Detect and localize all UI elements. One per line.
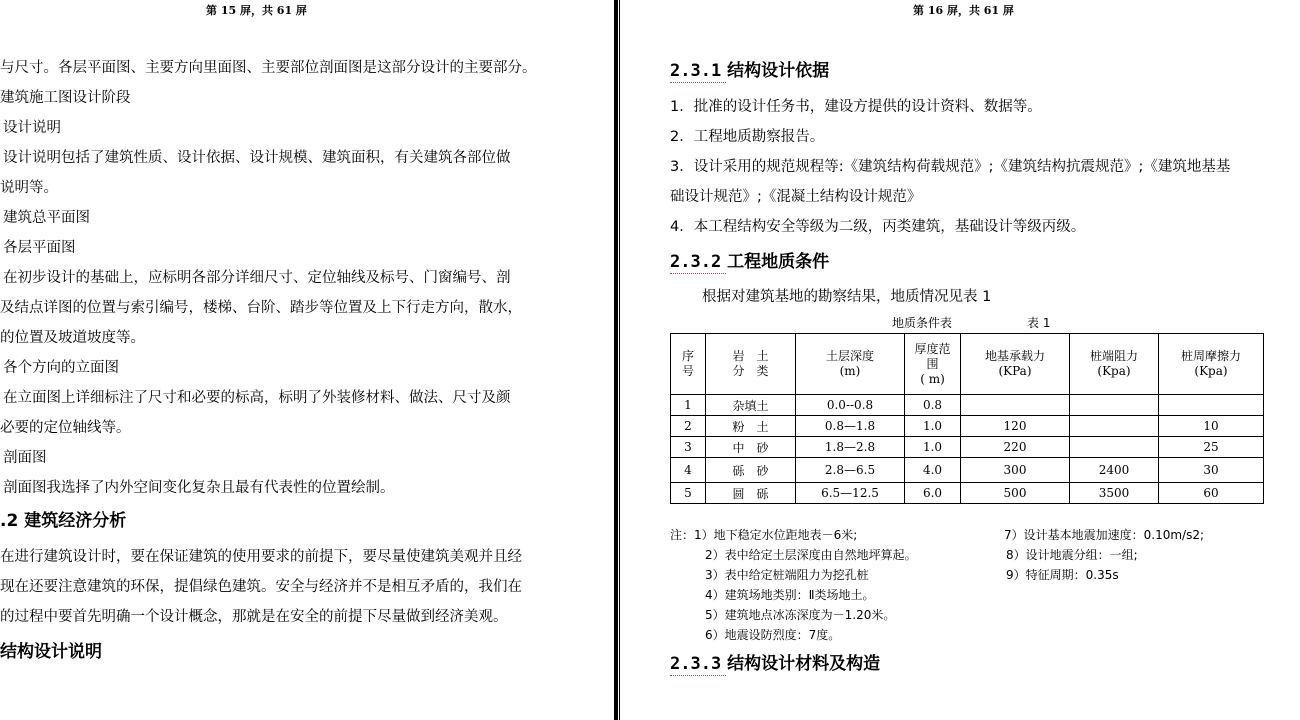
table-header-row — [671, 334, 1264, 395]
note-item: 7）设计基本地震加速度：0.10m/s2; — [1004, 528, 1205, 542]
section-heading-2-3-2 — [670, 251, 829, 273]
section-heading: .2 建筑经济分析 — [0, 511, 127, 531]
dotted-underline — [670, 82, 726, 83]
table-cell: 圆 砾 — [706, 483, 796, 504]
text-line: 根据对建筑基地的勘察结果，地质情况见表 1 — [702, 289, 992, 305]
section-heading: 结构设计说明 — [0, 642, 102, 662]
table-cell: 杂填土 — [706, 395, 796, 416]
table-cell: 4.0 — [905, 458, 961, 483]
table-cell: 60 — [1159, 483, 1264, 504]
note-item: 5）建筑地点冰冻深度为－1.20米。 — [705, 608, 896, 622]
note-item: 注：1）地下稳定水位距地表－6米; — [670, 528, 858, 542]
text-line: 剖面图 — [3, 450, 47, 466]
page-divider-thin — [619, 0, 620, 720]
table-cell: 1.8—2.8 — [796, 437, 905, 458]
text-line: 建筑施工图设计阶段 — [0, 90, 131, 106]
table-cell — [1070, 395, 1159, 416]
text-line: 现在还要注意建筑的环保，提倡绿色建筑。安全与经济并不是相互矛盾的，我们在 — [0, 579, 522, 595]
text-line: 础设计规范》;《混凝土结构设计规范》 — [670, 189, 922, 205]
section-heading-2-3-1 — [670, 60, 829, 82]
table-cell: 6.0 — [905, 483, 961, 504]
table-cell — [1159, 395, 1264, 416]
section-number: 2.3.2 — [670, 252, 722, 272]
text-line: 设计说明 — [3, 120, 61, 136]
header-cell-bearing: 地基承载力 (KPa) — [961, 334, 1070, 395]
table-cell — [1070, 437, 1159, 458]
table-cell — [1070, 416, 1159, 437]
geology-table — [670, 333, 1264, 504]
table-cell: 0.8—1.8 — [796, 416, 905, 437]
dotted-underline — [670, 273, 726, 274]
table-cell: 10 — [1159, 416, 1264, 437]
text-line: 4．本工程结构安全等级为二级，丙类建筑，基础设计等级丙级。 — [670, 219, 1086, 235]
note-item: 4）建筑场地类别：Ⅱ类场地土。 — [705, 588, 875, 602]
text-line: 在立面图上详细标注了尺寸和必要的标高，标明了外装修材料、做法、尺寸及颜 — [3, 390, 511, 406]
table-cell: 220 — [961, 437, 1070, 458]
note-item: 3）表中给定桩端阻力为挖孔桩 — [705, 568, 869, 582]
table-cell: 1.0 — [905, 416, 961, 437]
text-line: 各个方向的立面图 — [3, 360, 119, 376]
table-cell: 2 — [671, 416, 706, 437]
table-cell: 3500 — [1070, 483, 1159, 504]
right-page — [621, 0, 1300, 720]
note-item: 8）设计地震分组：一组; — [1006, 548, 1138, 562]
table-cell: 砾 砂 — [706, 458, 796, 483]
table-cell: 120 — [961, 416, 1070, 437]
header-cell-thickness: 厚度范 围 ( m) — [905, 334, 961, 395]
header-cell-depth: 土层深度 (m) — [796, 334, 905, 395]
table-cell: 25 — [1159, 437, 1264, 458]
left-page — [0, 0, 614, 720]
text-line: 剖面图我选择了内外空间变化复杂且最有代表性的位置绘制。 — [3, 480, 395, 496]
table-cell: 30 — [1159, 458, 1264, 483]
table-cell — [961, 395, 1070, 416]
table-cell: 0.0--0.8 — [796, 395, 905, 416]
text-line: 说明等。 — [0, 180, 58, 196]
section-heading-2-3-3 — [670, 653, 880, 675]
section-title: 结构设计依据 — [727, 61, 830, 81]
text-line: 的位置及坡道坡度等。 — [0, 330, 145, 346]
table-cell: 4 — [671, 458, 706, 483]
text-line: 3．设计采用的规范规程等:《建筑结构荷载规范》;《建筑结构抗震规范》;《建筑地基基 — [670, 159, 1231, 175]
text-line: 的过程中要首先明确一个设计概念，那就是在安全的前提下尽量做到经济美观。 — [0, 609, 508, 625]
page-header-right: 第 16 屏，共 61 屏 — [913, 4, 1014, 17]
text-line: 2．工程地质勘察报告。 — [670, 129, 825, 145]
text-line: 各层平面图 — [3, 240, 76, 256]
text-line: 在进行建筑设计时，要在保证建筑的使用要求的前提下，要尽量使建筑美观并且经 — [0, 549, 522, 565]
text-line: 与尺寸。各层平面图、主要方向里面图、主要部位剖面图是这部分设计的主要部分。 — [0, 60, 537, 76]
table-cell: 2400 — [1070, 458, 1159, 483]
header-cell-index: 序 号 — [671, 334, 706, 395]
text-line: 1．批准的设计任务书，建设方提供的设计资料、数据等。 — [670, 99, 1042, 115]
table-cell: 0.8 — [905, 395, 961, 416]
table-cell: 2.8—6.5 — [796, 458, 905, 483]
text-line: 设计说明包括了建筑性质、设计依据、设计规模、建筑面积，有关建筑各部位做 — [3, 150, 511, 166]
dotted-underline — [670, 675, 726, 676]
text-line: 必要的定位轴线等。 — [0, 420, 131, 436]
page-header-left: 第 15 屏，共 61 屏 — [206, 4, 307, 17]
section-number: 2.3.3 — [670, 654, 722, 674]
header-cell-side-friction: 桩周摩擦力 (Kpa) — [1159, 334, 1264, 395]
table-cell: 6.5—12.5 — [796, 483, 905, 504]
note-item: 2）表中给定土层深度由自然地坪算起。 — [705, 548, 917, 562]
section-title: 工程地质条件 — [727, 252, 830, 272]
note-item: 9）特征周期：0.35s — [1006, 568, 1119, 582]
table-row — [671, 437, 1264, 458]
header-cell-end-resistance: 桩端阻力 (Kpa) — [1070, 334, 1159, 395]
note-item: 6）地震设防烈度：7度。 — [705, 628, 841, 642]
header-cell-soil-type: 岩 土 分 类 — [706, 334, 796, 395]
table-cell: 300 — [961, 458, 1070, 483]
table-caption: 地质条件表 — [892, 316, 953, 330]
text-line: 建筑总平面图 — [3, 210, 90, 226]
section-title: 结构设计材料及构造 — [727, 654, 881, 674]
table-label: 表 1 — [1027, 316, 1051, 330]
table-row — [671, 458, 1264, 483]
table-row — [671, 483, 1264, 504]
table-cell: 500 — [961, 483, 1070, 504]
table-cell: 粉 土 — [706, 416, 796, 437]
table-cell: 1 — [671, 395, 706, 416]
table-cell: 1.0 — [905, 437, 961, 458]
table-row — [671, 416, 1264, 437]
table-cell: 3 — [671, 437, 706, 458]
text-line: 及结点详图的位置与索引编号，楼梯、台阶、踏步等位置及上下行走方向，散水， — [0, 300, 522, 316]
table-row — [671, 395, 1264, 416]
table-cell: 中 砂 — [706, 437, 796, 458]
page-divider — [614, 0, 618, 720]
section-number: 2.3.1 — [670, 61, 722, 81]
text-line: 在初步设计的基础上，应标明各部分详细尺寸、定位轴线及标号、门窗编号、剖 — [3, 270, 511, 286]
table-cell: 5 — [671, 483, 706, 504]
